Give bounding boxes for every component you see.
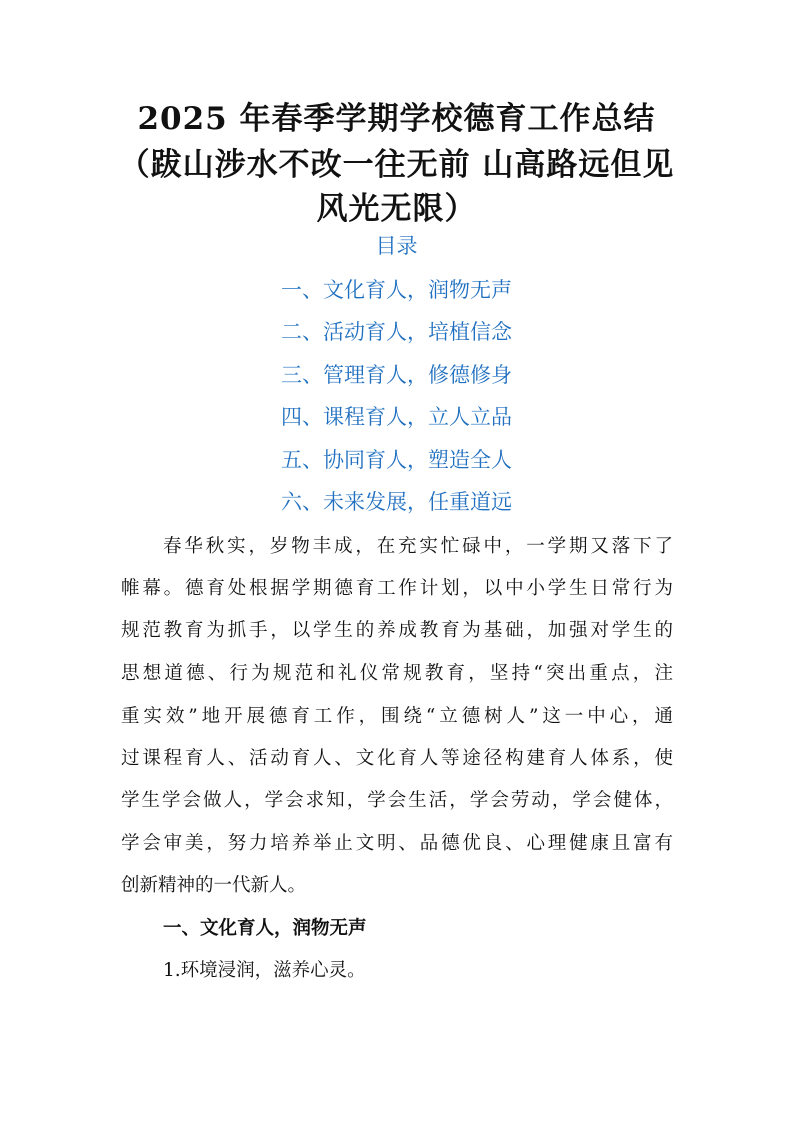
toc-link-4[interactable]: 四、课程育人，立人立品 — [281, 405, 512, 429]
paragraph-line: 帷幕。德育处根据学期德育工作计划，以中小学生日常行为 — [121, 578, 673, 599]
document-title-line-2: （跋山涉水不改一往无前 山高路远但见 — [118, 147, 675, 183]
paragraph-line: 学会审美，努力培养举止文明、品德优良、心理健康且富有 — [121, 833, 673, 854]
paragraph-line: 过课程育人、活动育人、文化育人等途径构建育人体系，使 — [121, 748, 673, 769]
paragraph-line: 春华秋实，岁物丰成，在充实忙碌中，一学期又落下了 — [163, 536, 673, 557]
paragraph-line: 思想道德、行为规范和礼仪常规教育，坚持“突出重点，注 — [121, 663, 673, 684]
document-title-line-1: 2025 年春季学期学校德育工作总结 — [137, 101, 656, 137]
sub-heading: 1.环境浸润，滋养心灵。 — [163, 960, 366, 981]
toc-link-6[interactable]: 六、未来发展，任重道远 — [281, 490, 512, 514]
paragraph-line: 学生学会做人，学会求知，学会生活，学会劳动，学会健体， — [121, 790, 673, 811]
toc-link-1[interactable]: 一、文化育人，润物无声 — [281, 278, 512, 302]
toc-heading: 目录 — [375, 234, 418, 258]
paragraph-line: 重实效”地开展德育工作，围绕“立德树人”这一中心，通 — [121, 706, 673, 727]
section-heading: 一、文化育人，润物无声 — [163, 918, 367, 939]
toc-link-3[interactable]: 三、管理育人，修德修身 — [281, 363, 512, 387]
paragraph-line: 规范教育为抓手，以学生的养成教育为基础，加强对学生的 — [121, 620, 673, 641]
document-title-line-3: 风光无限） — [316, 191, 477, 227]
toc-link-2[interactable]: 二、活动育人，培植信念 — [281, 320, 512, 344]
paragraph-line: 创新精神的一代新人。 — [121, 875, 307, 896]
toc-link-5[interactable]: 五、协同育人，塑造全人 — [281, 448, 512, 472]
